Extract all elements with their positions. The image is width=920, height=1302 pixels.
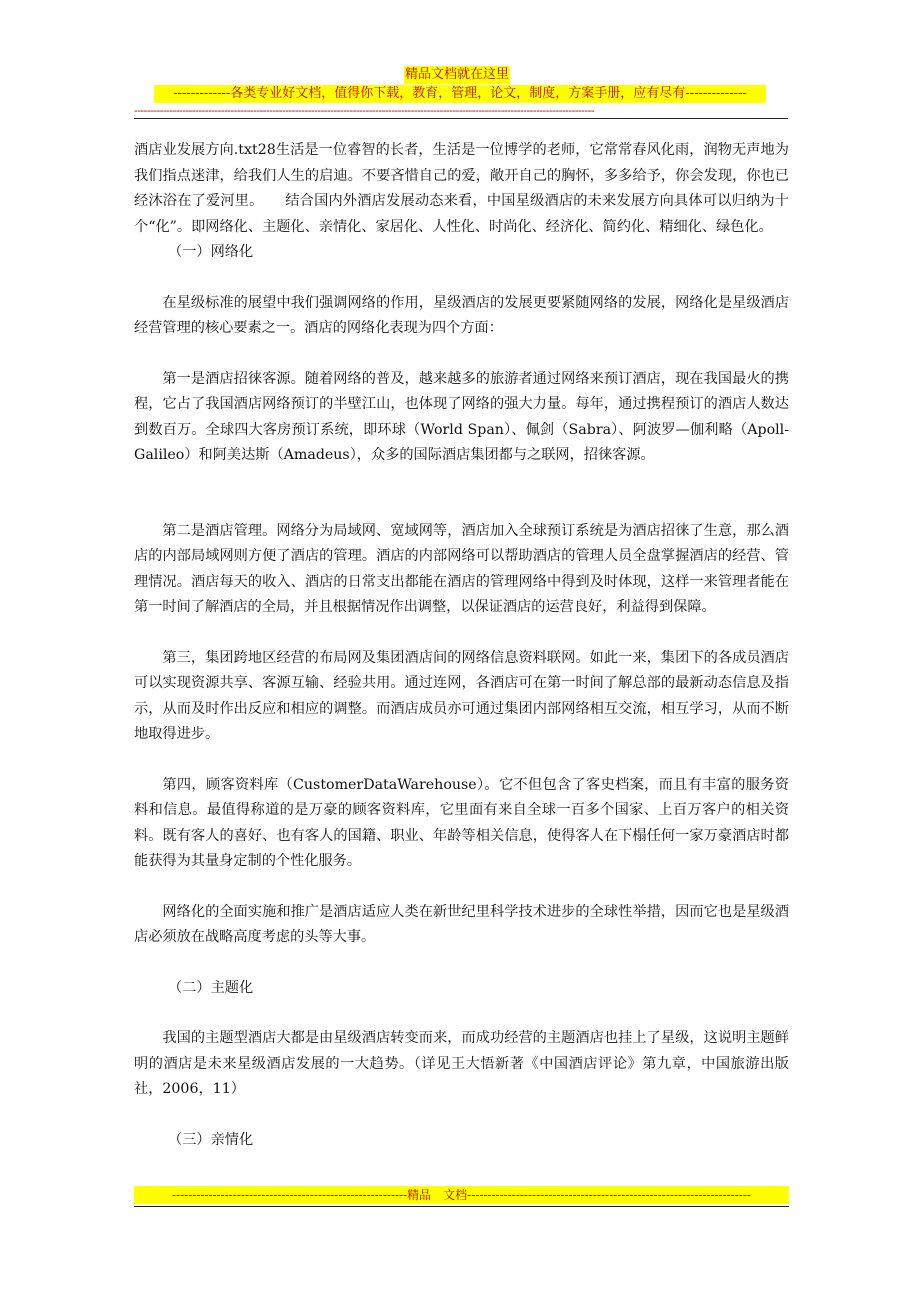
paragraph-network-third: 第三，集团跨地区经营的布局网及集团酒店间的网络信息资料联网。如此一来，集团下的各成员酒店可以实现资源共享、客源互输、经验共用。通过连网，各酒店可在第一时间了解总部的最新动态信息及指示，从而及时作出反应和相应的调整。而酒店成员亦可通过集团内部网络相互交流，相互学习，从而不断地取得进步。 <box>134 649 789 742</box>
paragraph-network-fourth: 第四，顾客资料库（CustomerDataWarehouse）。它不但包含了客史档案，而且有丰富的服务资料和信息。最值得称道的是万豪的顾客资料库，它里面有来自全球一百多个国家、上百万客户的相关资料。既有客人的喜好、也有客人的国籍、职业、年龄等相关信息，使得客人在下榻任何一家万豪酒店时都能获得为其量身定制的个性化服务。 <box>134 776 789 869</box>
section-heading-affinity: （三）亲情化 <box>168 1131 254 1148</box>
paragraph-network-second: 第二是酒店管理。网络分为局域网、宽域网等，酒店加入全球预订系统是为酒店招徕了生意，那么酒店的内部局域网则方便了酒店的管理。酒店的内部网络可以帮助酒店的管理人员全盘掌握酒店的经营、管理情况。酒店每天的收入、酒店的日常支出都能在酒店的管理网络中得到及时体现，这样一来管理者能在第一时间了解酒店的全局，并且根据情况作出调整，以保证酒店的运营良好，利益得到保障。 <box>134 522 789 615</box>
footer-banner: ----------------------------------------------------------精品 文档---------------------------------------------------------------------- <box>134 1186 789 1204</box>
header-title: 精品文档就在这里 <box>405 67 510 82</box>
section-heading-networking: （一）网络化 <box>168 244 254 260</box>
spacer <box>134 748 789 773</box>
header-dashed-line: ----------------------------------------------------------------------------------------------------------------------------------------------- <box>134 104 595 117</box>
spacer <box>134 1001 789 1026</box>
section-heading-theme: （二）主题化 <box>168 979 254 996</box>
spacer <box>134 342 789 367</box>
paragraph-network-overview: 在星级标准的展望中我们强调网络的作用，星级酒店的发展更要紧随网络的发展，网络化是星级酒店经营管理的核心要素之一。酒店的网络化表现为四个方面： <box>134 294 789 336</box>
paragraph-network-first: 第一是酒店招徕客源。随着网络的普及，越来越多的旅游者通过网络来预订酒店，现在我国最火的携程，它占了我国酒店网络预订的半壁江山，也体现了网络的强大力量。每年，通过携程预订的酒店人数达到数百万。全球四大客房预订系统，即环球（World Span）、佩剑（Sabra）、阿波罗—伽利略（Apoll-Galileo）和阿美达斯（Amadeus），众多的国际酒店集团都与之联网，招徕客源。 <box>134 370 789 463</box>
spacer <box>134 266 789 291</box>
footer-rule <box>134 1206 789 1207</box>
header-rule <box>134 118 788 119</box>
spacer <box>134 1103 789 1128</box>
header-subtitle: -------------各类专业好文档，值得你下载，教育，管理，论文，制度，方案手册，应有尽有-------------- <box>154 85 766 103</box>
spacer <box>134 951 789 976</box>
paragraph-theme: 我国的主题型酒店大都是由星级酒店转变而来，而成功经营的主题酒店也挂上了星级，这说明主题鲜明的酒店是未来星级酒店发展的一大趋势。（详见王大悟新著《中国酒店评论》第九章，中国旅游出版社，2006，11） <box>134 1030 789 1097</box>
document-body <box>134 138 789 1153</box>
paragraph-network-summary: 网络化的全面实施和推广是酒店适应人类在新世纪里科学技术进步的全球性举措，因而它也是星级酒店必须放在战略高度考虑的头等大事。 <box>134 903 789 945</box>
spacer <box>134 875 789 900</box>
intro-paragraph: 酒店业发展方向.txt28生活是一位睿智的长者，生活是一位博学的老师，它常常春风化雨，润物无声地为我们指点迷津，给我们人生的启迪。不要吝惜自己的爱，敞开自己的胸怀，多多给予，你会发现，你也已经沐浴在了爱河里。 结合国内外酒店发展动态来看，中国星级酒店的未来发展方向具体可以归纳为十个“化”。即网络化、主题化、亲情化、家居化、人性化、时尚化、经济化、简约化、精细化、绿色化。 <box>134 142 789 235</box>
spacer <box>134 469 789 519</box>
spacer <box>134 621 789 646</box>
